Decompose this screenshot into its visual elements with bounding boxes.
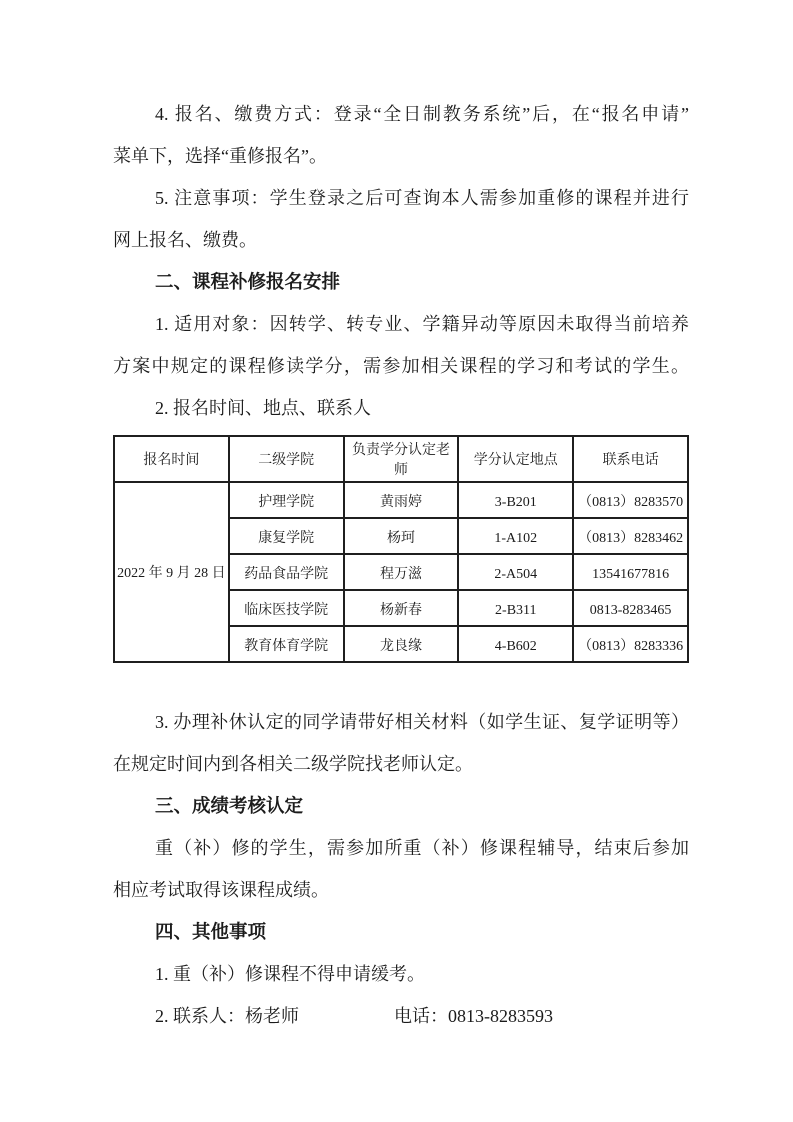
cell-college: 康复学院	[229, 518, 344, 554]
cell-phone: （0813）8283336	[573, 626, 688, 662]
paragraph-registration-payment-method	[113, 93, 689, 177]
cell-room: 3-B201	[458, 482, 573, 518]
col-header-contact-phone: 联系电话	[573, 436, 688, 482]
cell-room: 2-B311	[458, 590, 573, 626]
paragraph-line: 重（补）修的学生，需参加所重（补）修课程辅导，结束后参加	[155, 838, 689, 858]
cell-college: 药品食品学院	[229, 554, 344, 590]
paragraph-line: 1. 适用对象：因转学、转专业、学籍异动等原因未取得当前培养	[155, 314, 689, 334]
col-header-credit-location: 学分认定地点	[458, 436, 573, 482]
cell-college: 教育体育学院	[229, 626, 344, 662]
heading-section3-grade-assessment: 三、成绩考核认定	[155, 795, 304, 816]
col-header-credit-teacher: 负责学分认定老师	[344, 436, 459, 482]
registration-table	[113, 435, 689, 663]
cell-phone: （0813）8283462	[573, 518, 688, 554]
cell-room: 2-A504	[458, 554, 573, 590]
cell-teacher: 黄雨婷	[344, 482, 459, 518]
paragraph-line: 4. 报名、缴费方式：登录“全日制教务系统”后，在“报名申请”	[155, 104, 689, 124]
paragraph-line: 方案中规定的课程修读学分，需参加相关课程的学习和考试的学生。	[113, 356, 689, 376]
cell-college: 护理学院	[229, 482, 344, 518]
col-header-college: 二级学院	[229, 436, 344, 482]
paragraph-contact	[113, 995, 689, 1037]
paragraph-line: 3. 办理补休认定的同学请带好相关材料（如学生证、复学证明等）	[155, 712, 689, 732]
contact-phone-text: 电话：0813-8283593	[394, 1006, 553, 1026]
cell-room: 4-B602	[458, 626, 573, 662]
cell-teacher: 程万滋	[344, 554, 459, 590]
paragraph-grade-assessment-body	[113, 827, 689, 911]
paragraph-line: 在规定时间内到各相关二级学院找老师认定。	[113, 754, 473, 774]
paragraph-applicable-students	[113, 303, 689, 387]
cell-phone: 13541677816	[573, 554, 688, 590]
cell-teacher: 龙良缘	[344, 626, 459, 662]
table-header-row	[114, 436, 688, 482]
paragraph-line: 相应考试取得该课程成绩。	[113, 880, 329, 900]
table-row	[114, 482, 688, 518]
paragraph-makeup-confirmation-materials	[113, 701, 689, 785]
heading-section4-other-matters: 四、其他事项	[155, 921, 267, 942]
contact-person-text: 2. 联系人：杨老师	[155, 1006, 299, 1026]
heading-section2-course-makeup-arrangement: 二、课程补修报名安排	[155, 271, 341, 292]
paragraph-no-deferred-exam: 1. 重（补）修课程不得申请缓考。	[155, 964, 425, 984]
cell-room: 1-A102	[458, 518, 573, 554]
cell-phone: （0813）8283570	[573, 482, 688, 518]
paragraph-time-place-contact: 2. 报名时间、地点、联系人	[155, 398, 371, 418]
cell-college: 临床医技学院	[229, 590, 344, 626]
paragraph-line: 菜单下，选择“重修报名”。	[113, 146, 327, 166]
paragraph-line: 5. 注意事项：学生登录之后可查询本人需参加重修的课程并进行	[155, 188, 689, 208]
col-header-signup-time: 报名时间	[114, 436, 229, 482]
cell-signup-date: 2022 年 9 月 28 日	[114, 482, 229, 662]
paragraph-line: 网上报名、缴费。	[113, 230, 257, 250]
cell-phone: 0813-8283465	[573, 590, 688, 626]
cell-teacher: 杨珂	[344, 518, 459, 554]
paragraph-notes	[113, 177, 689, 261]
cell-teacher: 杨新春	[344, 590, 459, 626]
